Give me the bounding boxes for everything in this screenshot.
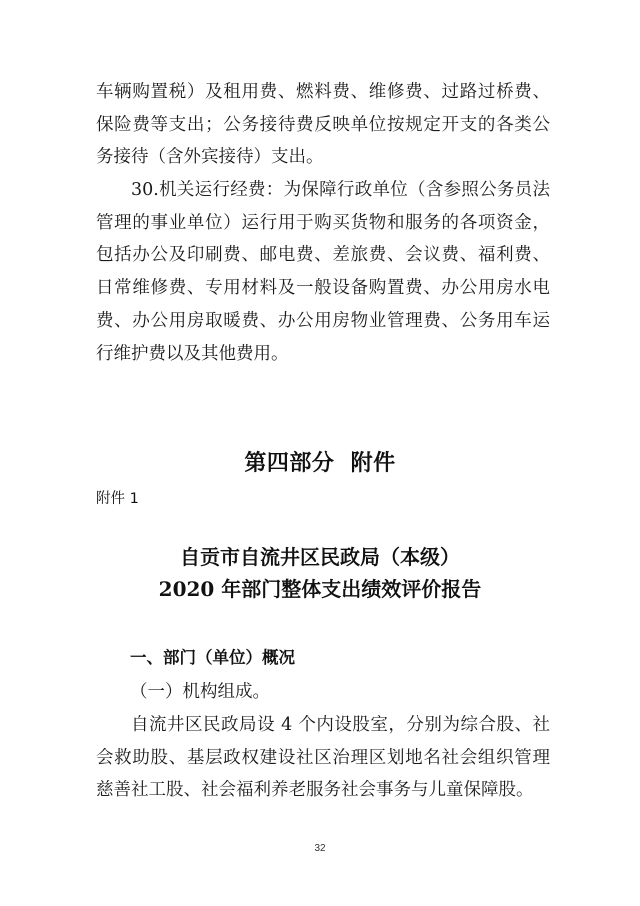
report-title-line-2: 2020 年部门整体支出绩效评价报告: [158, 577, 482, 601]
attachment-label: 附件 1: [96, 491, 139, 507]
section-heading: 一、部门（单位）概况: [130, 648, 295, 667]
sub-heading: （一）机构组成。: [130, 682, 270, 702]
paragraph-continuation: 车辆购置税）及租用费、燃料费、维修费、过路过桥费、保险费等支出；公务接待费反映单位按规定开支的各类公务接待（含外宾接待）支出。: [96, 82, 550, 168]
report-title-line-1: 自贡市自流井区民政局（本级）: [180, 545, 460, 569]
report-title: [0, 541, 640, 605]
paragraph-org-structure: 自流井区民政局设 4 个内设股室，分别为综合股、社会救助股、基层政权建设社区治理区划地名社会组织管理慈善社工股、社会福利养老服务社会事务与儿童保障股。: [96, 715, 550, 801]
paragraph-item-30: 30.机关运行经费：为保障行政单位（含参照公务员法管理的事业单位）运行用于购买货物和服务的各项资金，包括办公及印刷费、邮电费、差旅费、会议费、福利费、日常维修费、专用材料及一般设备购置费、办公用房水电费、办公用房取暖费、办公用房物业管理费、公务用车运行维护费以及其他费用。: [96, 180, 550, 364]
part-title: 第四部分 附件: [244, 451, 396, 476]
page-number: 32: [314, 843, 326, 854]
